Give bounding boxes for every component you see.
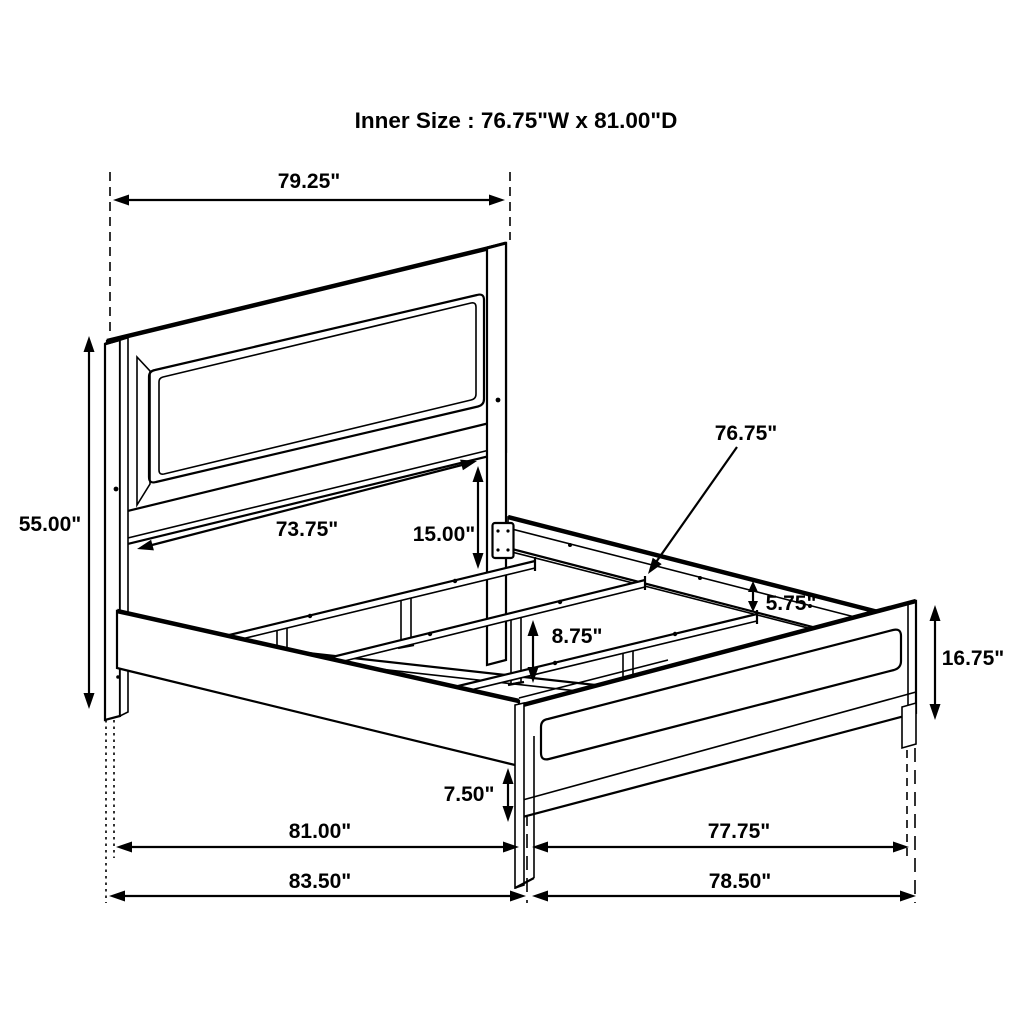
slat-2-top	[320, 580, 645, 660]
dim-inner-width-callout	[648, 422, 777, 574]
slat-1-dot-b	[453, 579, 457, 583]
dim-overall-depth-right	[532, 870, 916, 902]
slat-2-dot-a	[428, 632, 432, 636]
slat-2-dot-b	[558, 600, 562, 604]
dim-label: 73.75"	[275, 518, 339, 541]
dim-headboard-width	[113, 170, 505, 206]
dim-label: 16.75"	[941, 647, 1005, 670]
diagram-title: Inner Size : 76.75"W x 81.00"D	[354, 108, 678, 133]
bracket-screw-1	[496, 529, 499, 532]
arrowhead-right	[489, 195, 505, 206]
far-rail-dot-2	[698, 576, 702, 580]
arrowhead-top	[84, 336, 95, 352]
dim-headboard-height	[19, 336, 95, 709]
dim-label: 78.50"	[708, 870, 772, 893]
arrowhead-top	[930, 605, 941, 621]
dim-label: 15.00"	[412, 523, 476, 546]
dim-footboard-height	[930, 605, 1005, 720]
arrowhead-left	[109, 891, 125, 902]
arrowhead-bottom	[84, 693, 95, 709]
arrowhead-right	[460, 460, 477, 471]
bracket-plate	[493, 523, 514, 558]
dim-panel-to-rail	[413, 466, 484, 569]
arrowhead-bottom	[503, 806, 514, 822]
dim-label: 7.50"	[443, 783, 495, 806]
arrowhead-left	[532, 891, 548, 902]
dim-overall-depth-left	[109, 870, 526, 902]
dim-inner-depth	[116, 820, 519, 853]
footboard-right-foot	[902, 703, 916, 748]
bracket-screw-3	[496, 548, 499, 551]
arrowhead-top	[528, 620, 539, 636]
arrowhead-bottom	[930, 704, 941, 720]
dim-rail-clearance	[444, 768, 514, 822]
dim-label: 79.25"	[277, 170, 341, 193]
arrowhead-bottom	[473, 553, 484, 569]
arrowhead-top	[503, 768, 514, 784]
dim-label: 55.00"	[18, 513, 82, 536]
far-rail-inner-line	[508, 528, 882, 624]
bracket-screw-4	[506, 548, 509, 551]
callout-line	[654, 447, 737, 565]
slat-3-dot-b	[673, 632, 677, 636]
right-post-face	[487, 243, 506, 665]
dim-label: 77.75"	[707, 820, 771, 843]
arrowhead-right	[900, 891, 916, 902]
dim-label: 81.00"	[288, 820, 352, 843]
dim-label: 76.75"	[714, 422, 778, 445]
near-side-rail	[117, 611, 519, 766]
right-post-screw-dot	[496, 398, 501, 403]
dim-label: 8.75"	[551, 625, 603, 648]
dim-label: 5.75"	[765, 592, 817, 615]
headboard-panel	[107, 244, 506, 549]
footboard-left-cap	[515, 703, 524, 888]
left-post-screw-dot	[114, 487, 119, 492]
dim-rail-outer-length	[532, 820, 909, 853]
arrowhead-right	[510, 891, 526, 902]
arrowhead-left	[116, 842, 132, 853]
far-rail-dot-1	[568, 543, 572, 547]
slat-1-dot-a	[308, 614, 312, 618]
arrowhead-left	[113, 195, 129, 206]
slat-3-dot-a	[553, 661, 557, 665]
headboard-right-post	[487, 243, 506, 665]
dim-label: 83.50"	[288, 870, 352, 893]
rail-bracket	[493, 523, 514, 558]
bed-frame-drawing	[105, 243, 916, 888]
left-post-lower-dot	[116, 675, 120, 679]
bracket-screw-2	[506, 529, 509, 532]
arrowhead-top	[473, 466, 484, 482]
